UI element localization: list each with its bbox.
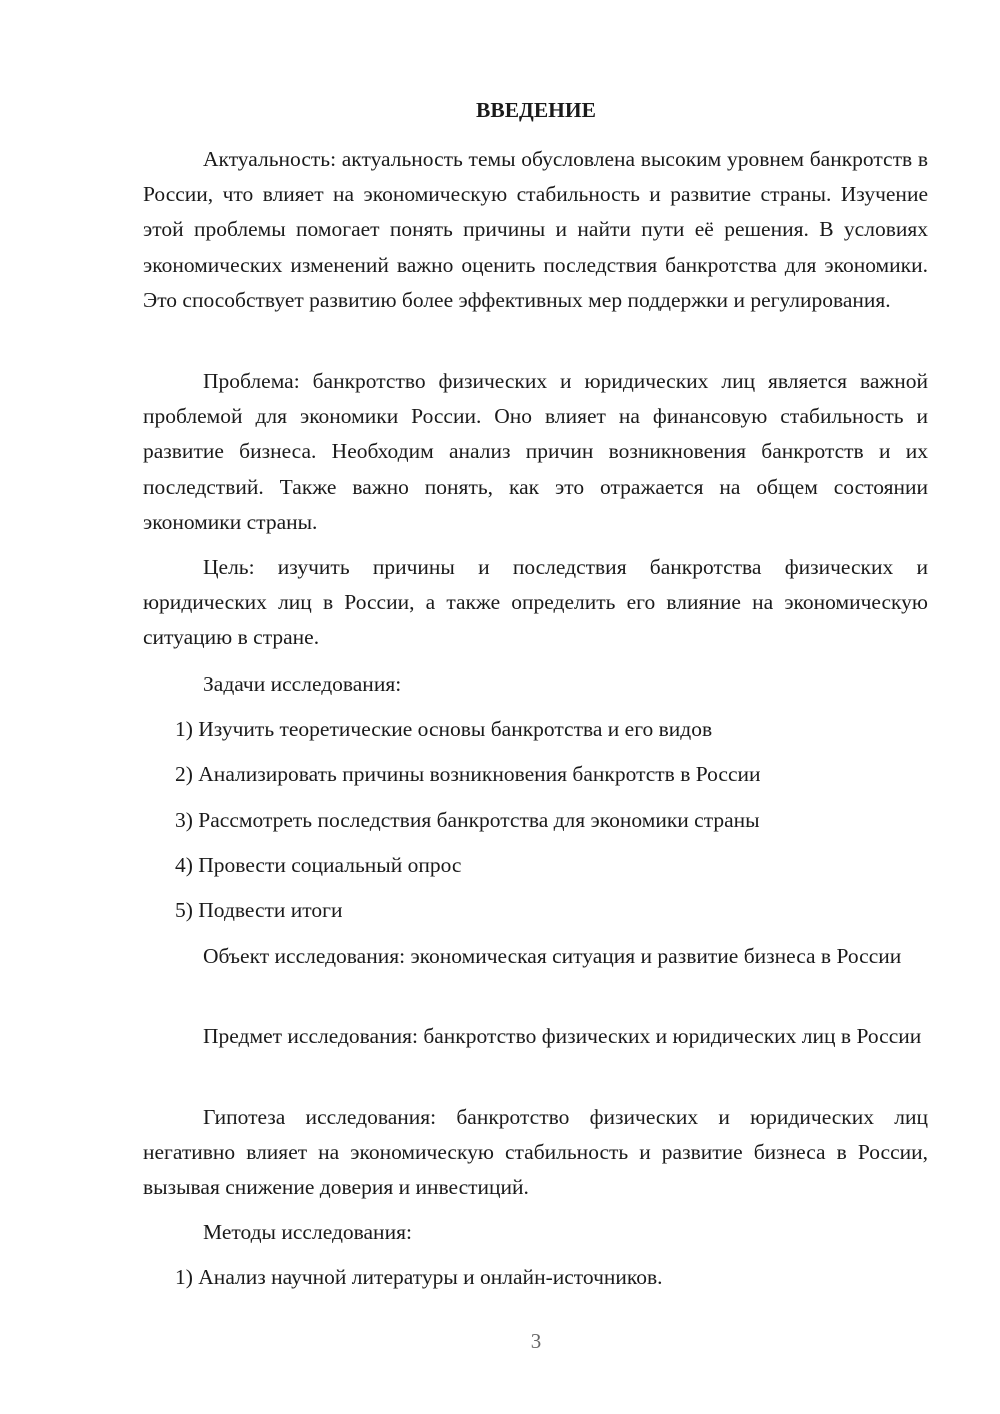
task-item: 5) Подвести итоги <box>175 898 343 922</box>
paragraph-problem: Проблема: банкротство физических и юридических лиц является важной проблемой для экономики России. Оно влияет на финансовую стабильность и развитие бизнеса. Необходим анализ причин возникновения банкротств и их последствий. Также важно понять, как это отражается на общем состоянии экономики страны. <box>143 369 928 534</box>
paragraph-hypothesis: Гипотеза исследования: банкротство физических и юридических лиц негативно влияет на экономическую стабильность и развитие бизнеса в России, вызывая снижение доверия и инвестиций. <box>143 1105 928 1200</box>
section-title: ВВЕДЕНИЕ <box>476 98 596 122</box>
task-item: 3) Рассмотреть последствия банкротства для экономики страны <box>175 808 760 832</box>
methods-heading: Методы исследования: <box>203 1220 412 1244</box>
task-item: 2) Анализировать причины возникновения банкротств в России <box>175 762 761 786</box>
task-item: 4) Провести социальный опрос <box>175 853 462 877</box>
paragraph-object: Объект исследования: экономическая ситуация и развитие бизнеса в России <box>203 944 902 968</box>
paragraph-goal: Цель: изучить причины и последствия банкротства физических и юридических лиц в России, а также определить его влияние на экономическую ситуацию в стране. <box>143 555 928 650</box>
task-item: 1) Изучить теоретические основы банкротства и его видов <box>175 717 713 741</box>
tasks-heading: Задачи исследования: <box>203 672 402 696</box>
paragraph-subject: Предмет исследования: банкротство физических и юридических лиц в России <box>203 1024 922 1048</box>
paragraph-relevance: Актуальность: актуальность темы обусловлена высоким уровнем банкротств в России, что влияет на экономическую стабильность и развитие страны. Изучение этой проблемы помогает понять причины и найти пути её решения. В условиях экономических изменений важно оценить последствия банкротства для экономики. Это способствует развитию более эффективных мер поддержки и регулирования. <box>143 147 928 312</box>
page-number: 3 <box>530 1329 542 1353</box>
method-item: 1) Анализ научной литературы и онлайн-источников. <box>175 1265 663 1289</box>
